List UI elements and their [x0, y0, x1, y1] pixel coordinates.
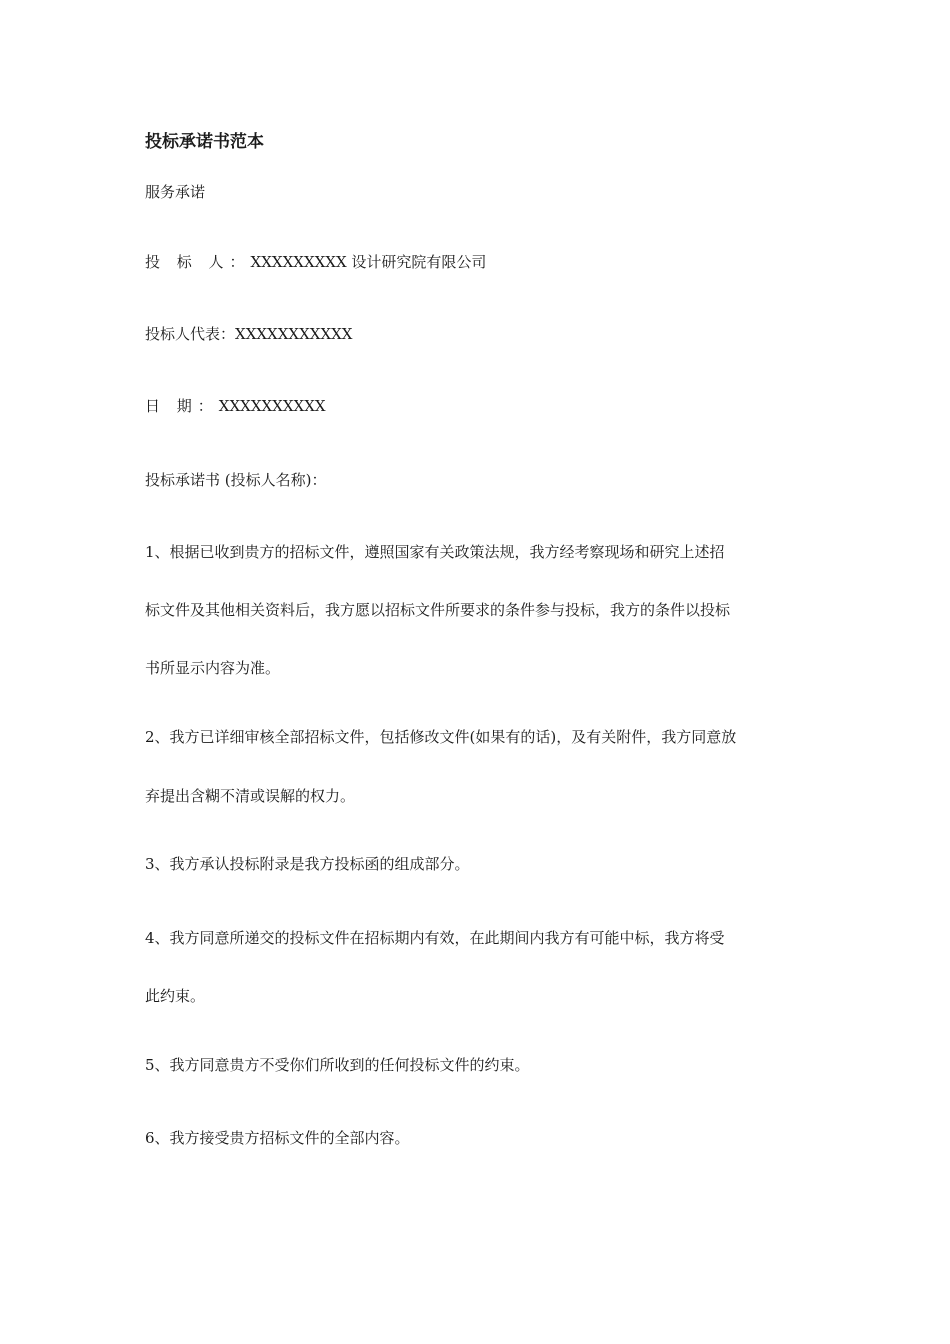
representative-value: XXXXXXXXXXX: [235, 325, 353, 343]
clause-1-line-2: 标文件及其他相关资料后，我方愿以招标文件所要求的条件参与投标，我方的条件以投标: [145, 601, 731, 619]
date-line: [145, 396, 326, 416]
clause-5-line-1: 5、我方同意贵方不受你们所收到的任何投标文件的约束。: [145, 1056, 530, 1074]
bidder-line: [145, 252, 486, 272]
date-value: XXXXXXXXXX: [218, 397, 326, 415]
document-title: 投标承诺书范本: [145, 132, 264, 152]
clause-4-line-1: 4、我方同意所递交的投标文件在招标期内有效，在此期间内我方有可能中标，我方将受: [145, 929, 725, 947]
clause-2-line-1: 2、我方已详细审核全部招标文件，包括修改文件(如果有的话)，及有关附件，我方同意放: [145, 728, 737, 746]
clause-2-line-2: 弃提出含糊不清或误解的权力。: [145, 787, 356, 805]
letter-heading: 投标承诺书 (投标人名称)：: [145, 471, 327, 489]
document-subtitle: 服务承诺: [145, 183, 206, 201]
clause-3-line-1: 3、我方承认投标附录是我方投标函的组成部分。: [145, 855, 470, 873]
representative-label: 投标人代表：: [145, 325, 236, 343]
bidder-value: XXXXXXXXX 设计研究院有限公司: [250, 253, 487, 271]
clause-4-line-2: 此约束。: [145, 987, 206, 1005]
clause-6-line-1: 6、我方接受贵方招标文件的全部内容。: [145, 1129, 410, 1147]
clause-1-line-1: 1、根据已收到贵方的招标文件，遵照国家有关政策法规，我方经考察现场和研究上述招: [145, 543, 725, 561]
bidder-label: 投 标 人：: [145, 253, 251, 271]
representative-line: [145, 324, 352, 344]
clause-1-line-3: 书所显示内容为准。: [145, 659, 281, 677]
date-label: 日 期：: [145, 397, 219, 415]
